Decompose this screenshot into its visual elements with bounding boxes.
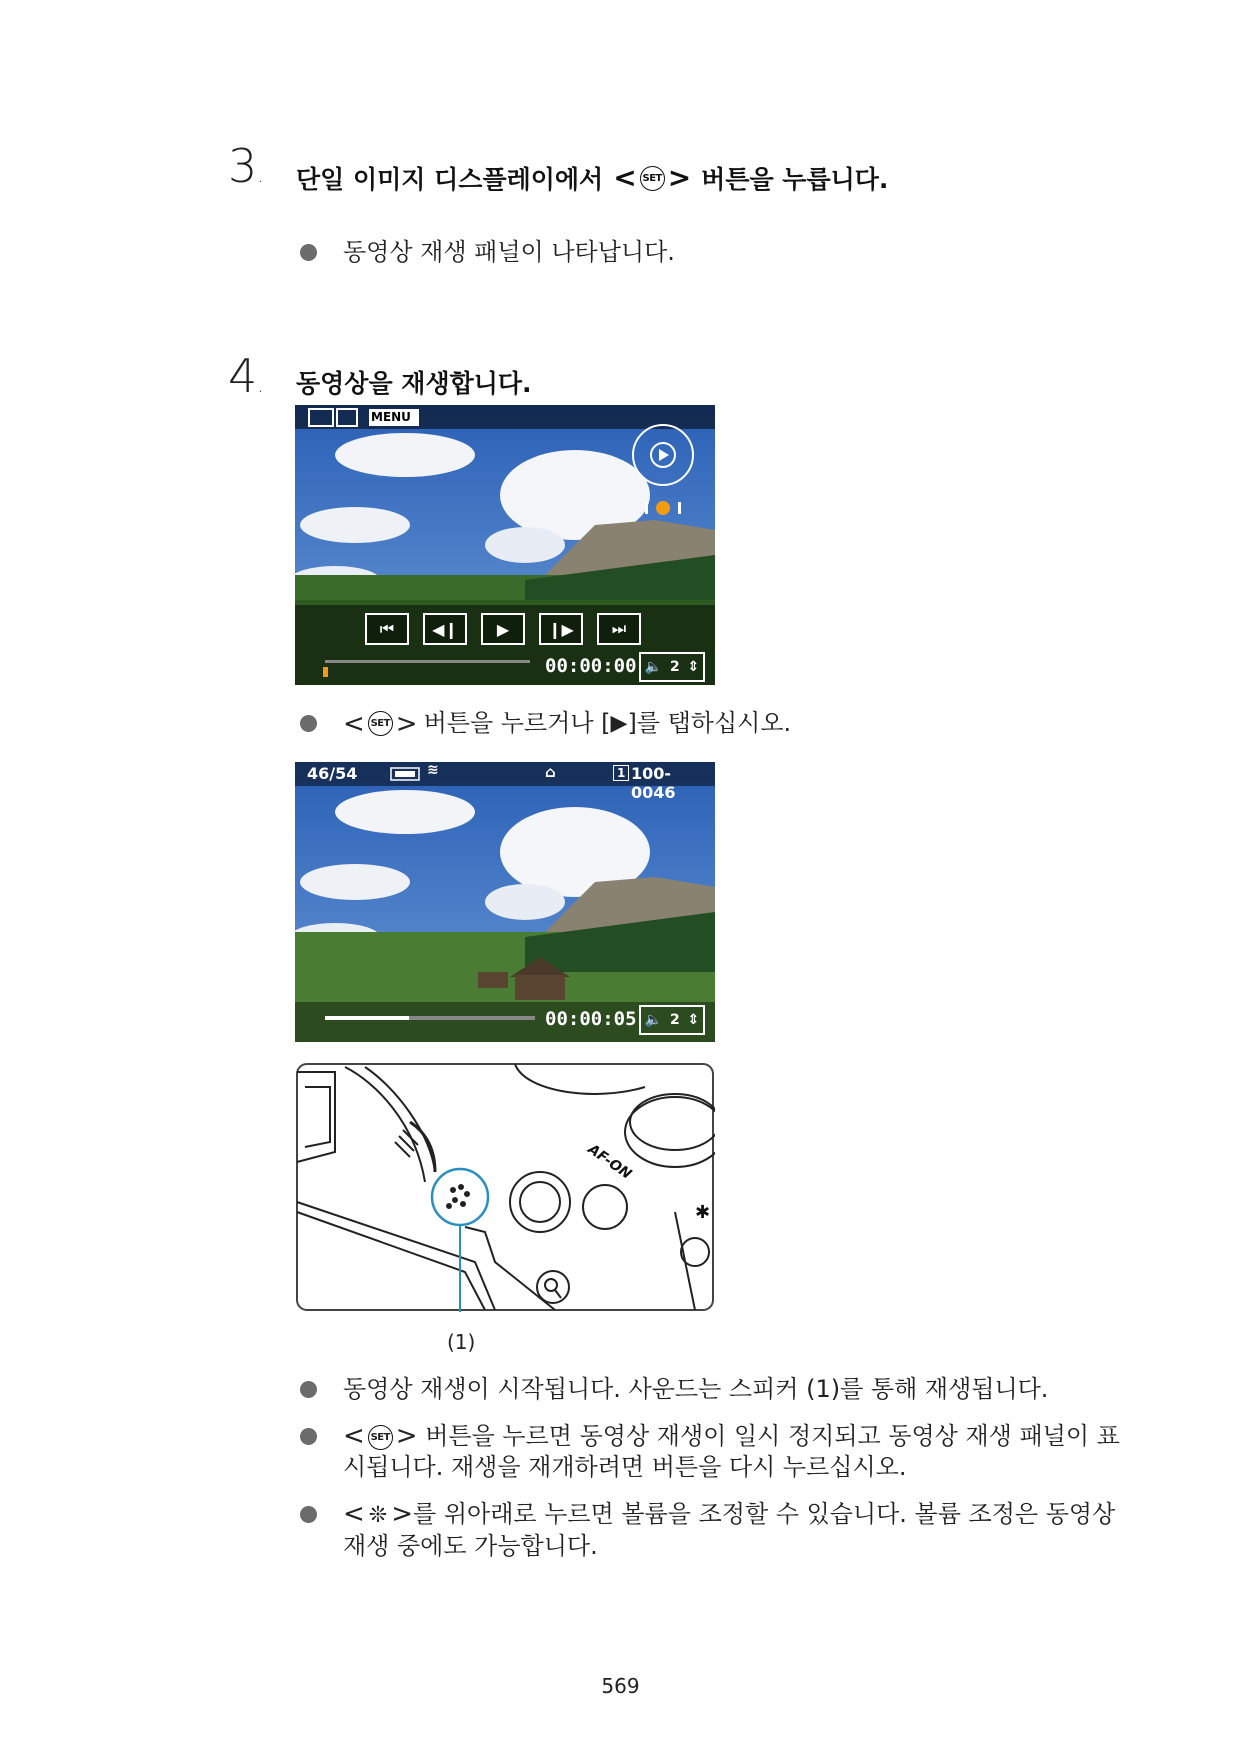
video-playing-screenshot bbox=[295, 762, 715, 1042]
playback-panel-screenshot bbox=[295, 405, 715, 685]
step-3-number: 3. bbox=[228, 139, 264, 193]
volume-control[interactable] bbox=[639, 1005, 705, 1035]
previous-frame-button[interactable]: ◀❙ bbox=[423, 613, 467, 645]
step-4-bullet-pause: < SET > 버튼을 누르면 동영상 재생이 일시 정지되고 동영상 재생 패널이 표시됩니다. 재생을 재개하려면 버튼을 다시 누르십시오. bbox=[300, 1421, 1130, 1483]
wifi-icon: ≋ bbox=[427, 762, 439, 778]
bullet-icon bbox=[300, 1506, 317, 1523]
camera-speaker-diagram bbox=[295, 1062, 715, 1354]
asterisk-icon: ✱ bbox=[695, 1202, 711, 1223]
step-3-title: 단일 이미지 디스플레이에서 < SET > 버튼을 누릅니다. bbox=[296, 161, 889, 194]
card-slot-icon: 1 bbox=[613, 765, 629, 781]
progress-bar-fill bbox=[325, 1016, 409, 1020]
step-3-bullet: 동영상 재생 패널이 나타납니다. bbox=[300, 237, 1130, 268]
step-4-bullet-volume: < ❊ >를 위아래로 누르면 볼륨을 조정할 수 있습니다. 볼륨 조정은 동영상 재생 중에도 가능합니다. bbox=[300, 1499, 1130, 1562]
folder-file-number: 100-0046 bbox=[631, 764, 676, 802]
skip-last-button[interactable]: ⏭ bbox=[597, 613, 641, 645]
set-button-icon: SET bbox=[640, 166, 665, 191]
speaker-callout-label: (1) bbox=[447, 1330, 476, 1354]
play-button[interactable]: ▶ bbox=[481, 613, 525, 645]
set-button-icon: SET bbox=[368, 711, 393, 736]
set-button-icon: SET bbox=[368, 1425, 393, 1450]
bullet-icon bbox=[300, 1428, 317, 1445]
speaker-icon: 🔈 bbox=[644, 1012, 663, 1028]
protect-icon: ⌂ bbox=[545, 763, 556, 781]
speaker-icon: 🔈 bbox=[644, 659, 663, 675]
frame-counter: 46/54 bbox=[307, 764, 358, 783]
progress-bar-track bbox=[325, 1016, 535, 1020]
bullet-icon bbox=[300, 244, 317, 261]
volume-control[interactable] bbox=[639, 652, 705, 682]
skip-first-button[interactable]: ⏮ bbox=[365, 613, 409, 645]
step-4-title: 동영상을 재생합니다. bbox=[296, 369, 532, 398]
step-4-number: 4. bbox=[228, 349, 264, 403]
volume-value: 2 bbox=[669, 1012, 680, 1028]
next-frame-button[interactable]: ❙▶ bbox=[539, 613, 583, 645]
playback-time: 00:00:00 bbox=[545, 655, 637, 677]
playback-time: 00:00:05 bbox=[545, 1008, 637, 1030]
bullet-icon bbox=[300, 1381, 317, 1398]
af-on-label: AF-ON bbox=[584, 1141, 635, 1183]
page-number: 569 bbox=[601, 1674, 640, 1698]
volume-arrows-icon: ⇕ bbox=[687, 659, 700, 675]
volume-value: 2 bbox=[669, 659, 680, 675]
bullet-icon bbox=[300, 715, 317, 732]
multi-controller-icon: ❊ bbox=[368, 1503, 388, 1528]
volume-arrows-icon: ⇕ bbox=[687, 1012, 700, 1028]
step-4-bullet-set: < SET > 버튼을 누르거나 [ ▶ ]를 탭하십시오. bbox=[300, 708, 1130, 739]
play-triangle-icon: ▶ bbox=[610, 711, 628, 736]
step-4-bullet-start: 동영상 재생이 시작됩니다. 사운드는 스피커 (1)를 통해 재생됩니다. bbox=[300, 1374, 1130, 1405]
menu-label: MENU bbox=[371, 410, 411, 424]
